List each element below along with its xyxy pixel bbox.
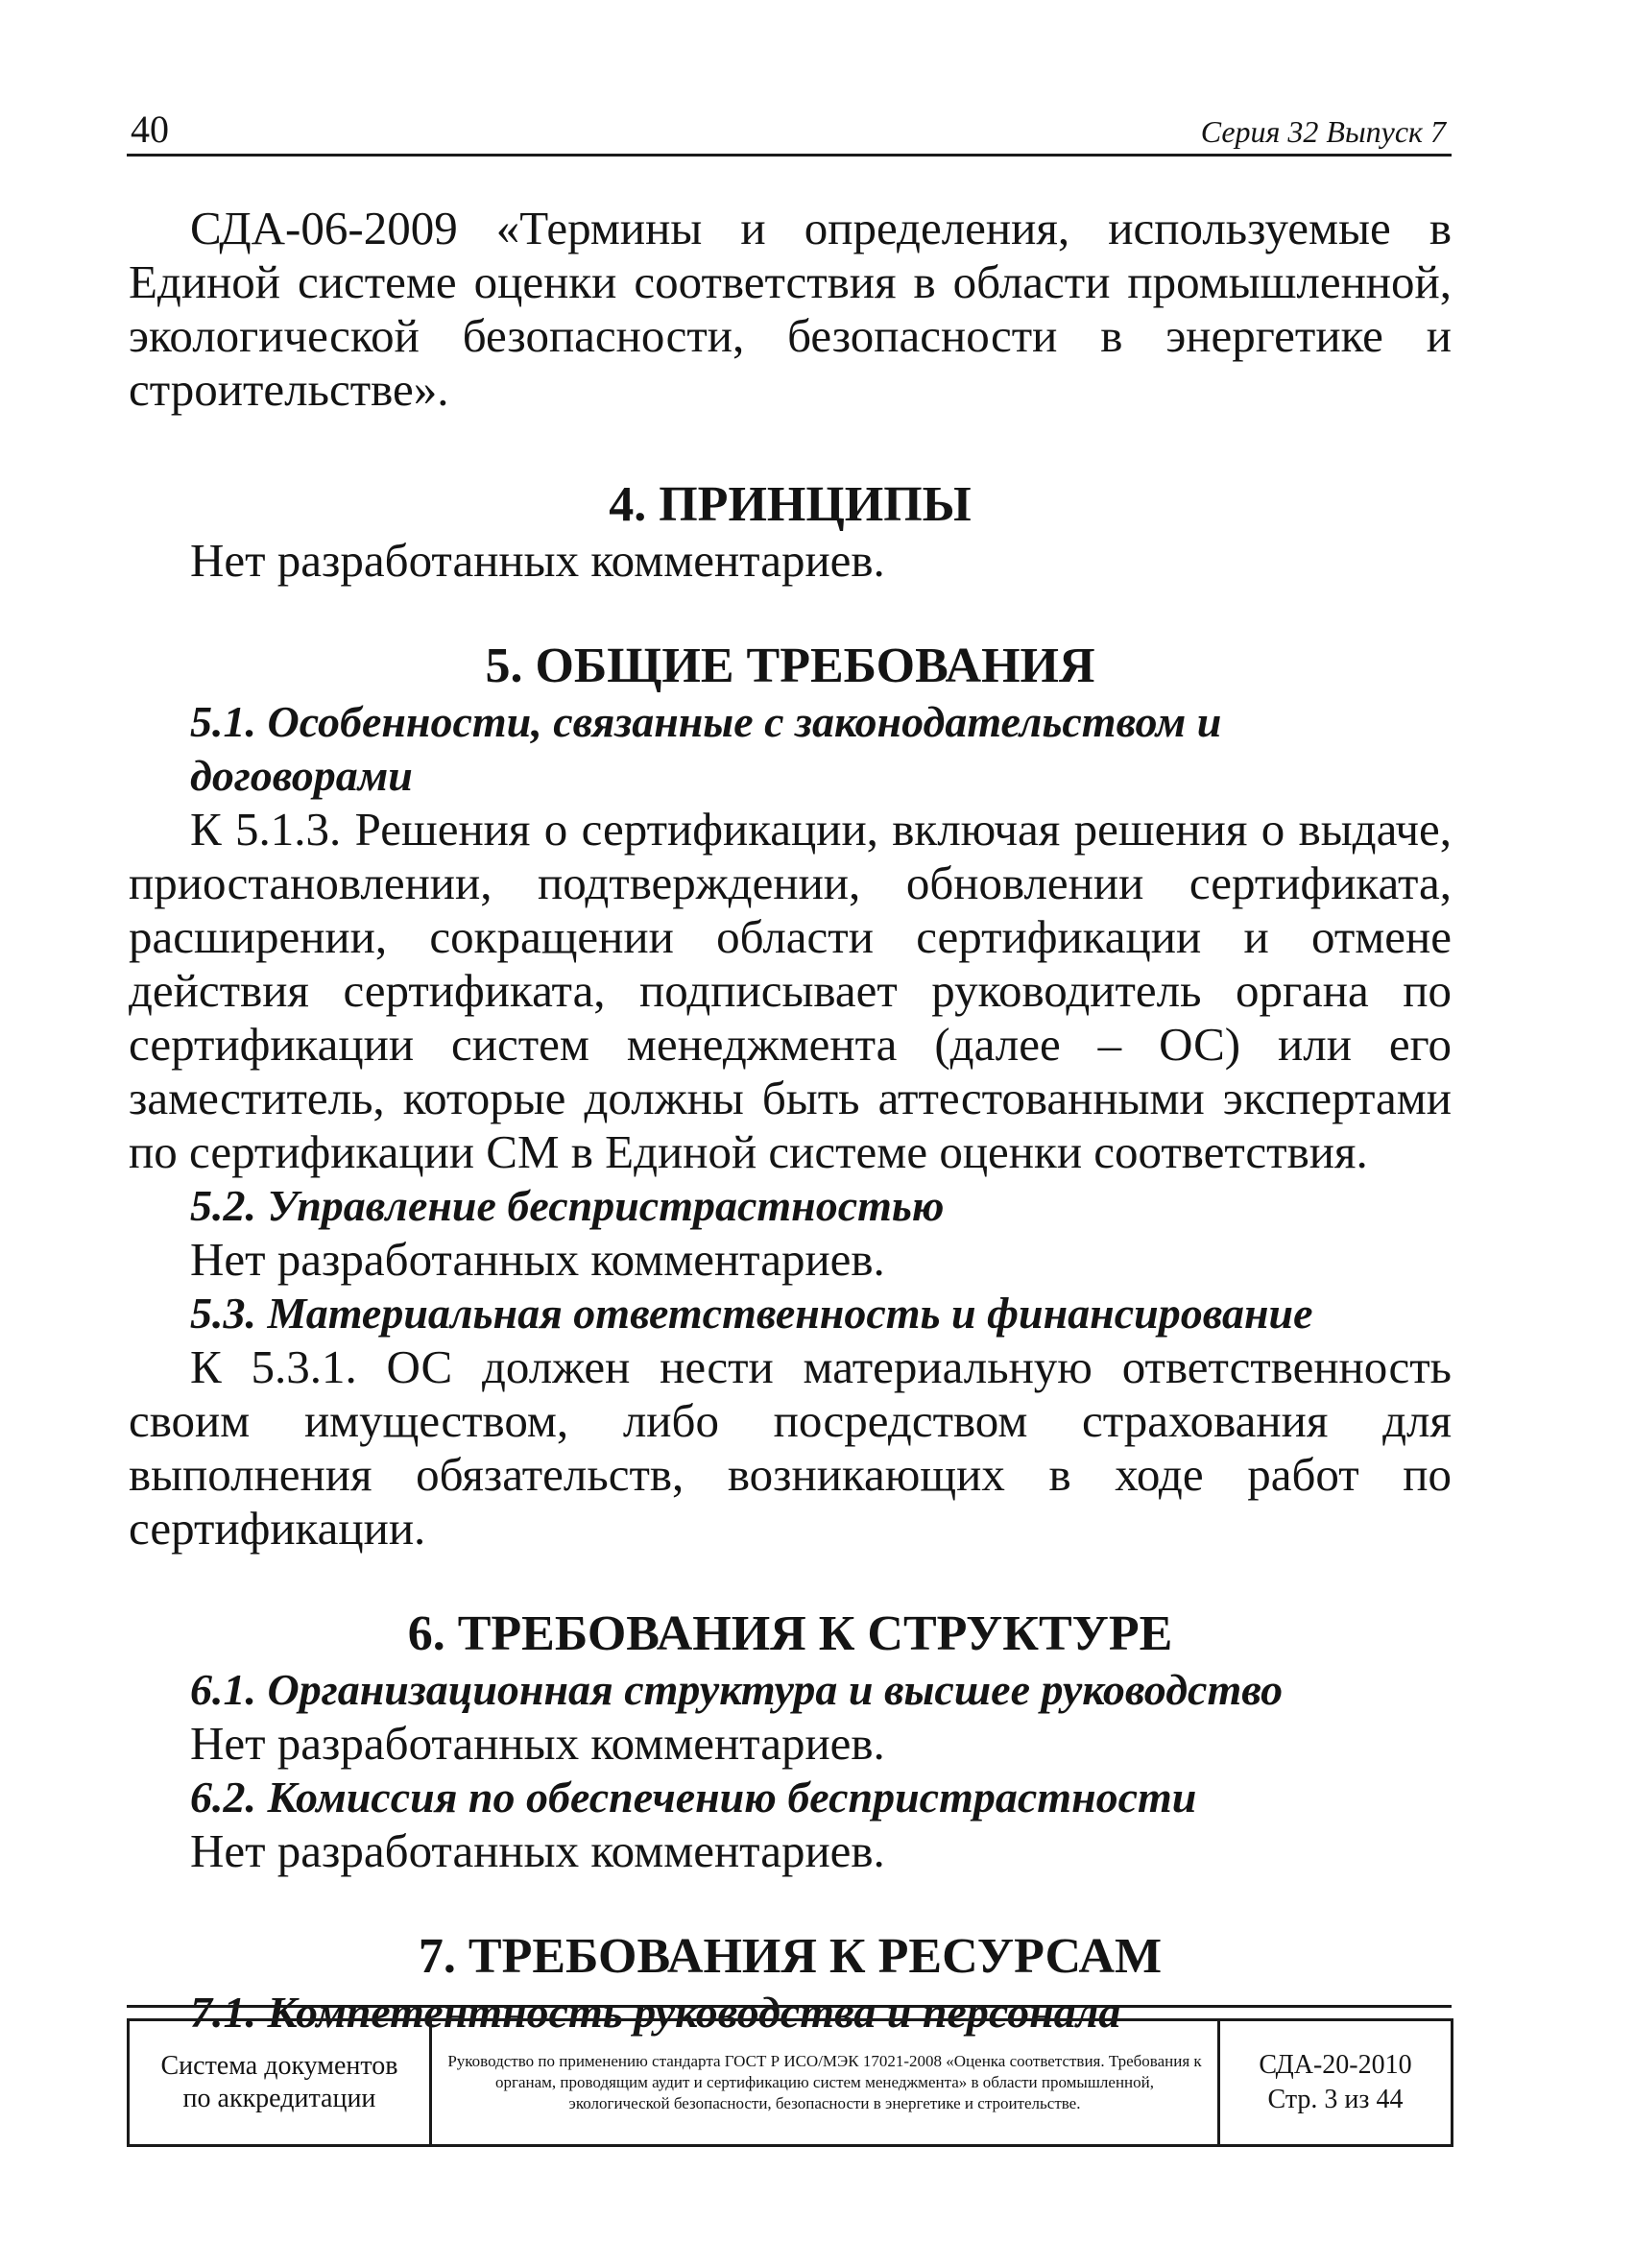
footer-table — [127, 2018, 1453, 2147]
footer-system-line-1: Система документов — [160, 2051, 398, 2081]
footer-doc-code: СДА-20-2010 — [1259, 2050, 1412, 2080]
section-5-heading: 5. ОБЩИЕ ТРЕБОВАНИЯ — [485, 639, 1095, 693]
running-header — [127, 104, 1452, 157]
section-7-heading: 7. ТРЕБОВАНИЯ К РЕСУРСАМ — [418, 1929, 1163, 1984]
section-5-1-text: К 5.1.3. Решения о сертификации, включая решения о выдаче, приостановлении, подтверждении, обновлении сертификата, расширении, сокращении области сертификации и отмене действия сертификата, подписывает руководитель органа по сертификации систем менеджмента (далее – ОС) или его заместитель, которые должны быть аттестованными экспертами по сертификации СМ в Единой системе оценки соответствия. — [129, 803, 1452, 1178]
section-6-1-text: Нет разработанных комментариев. — [190, 1717, 885, 1770]
text-column — [129, 202, 1452, 2039]
intro-paragraph: СДА-06-2009 «Термины и определения, используемые в Единой системе оценки соответствия в области промышленной, экологической безопасности, безопасности в энергетике и строительстве». — [129, 202, 1452, 416]
section-6-2-heading: 6.2. Комиссия по обеспечению беспристрастности — [190, 1773, 1197, 1822]
footer-system-line-2: по аккредитации — [182, 2084, 376, 2113]
footer-system-cell — [130, 2021, 432, 2144]
section-4-text: Нет разработанных комментариев. — [190, 534, 885, 587]
section-7-1-heading: 7.1. Компетентность руководства и персонала — [190, 1988, 1121, 2037]
footer-page-info: Стр. 3 из 44 — [1267, 2085, 1404, 2114]
section-4-heading: 4. ПРИНЦИПЫ — [609, 477, 972, 532]
section-5-2-heading: 5.2. Управление беспристрастностью — [190, 1181, 945, 1230]
footer-divider — [127, 2005, 1452, 2008]
series-label: Серия 32 Выпуск 7 — [1200, 114, 1446, 149]
section-6-2-text: Нет разработанных комментариев. — [190, 1824, 885, 1877]
section-6-1-heading: 6.1. Организационная структура и высшее руководство — [190, 1665, 1284, 1714]
section-5-2-text: Нет разработанных комментариев. — [190, 1233, 885, 1286]
footer-document-title: Руководство по применению стандарта ГОСТ Р ИСО/МЭК 17021-2008 «Оценка соответствия. Требования к органам, проводящим аудит и сертификацию систем менеджмента» в области промышленной, экологической безопасности, безопасности в энергетике и строительстве. — [432, 2021, 1220, 2144]
section-5-1-heading: 5.1. Особенности, связанные с законодательством и договорами — [190, 697, 1222, 800]
section-6-heading: 6. ТРЕБОВАНИЯ К СТРУКТУРЕ — [407, 1606, 1173, 1661]
section-5-3-text: К 5.3.1. ОС должен нести материальную ответственность своим имуществом, либо посредством страхования для выполнения обязательств, возникающих в ходе работ по сертификации. — [129, 1340, 1452, 1555]
footer-code-cell — [1220, 2021, 1451, 2144]
page-number: 40 — [131, 108, 169, 151]
section-5-3-heading: 5.3. Материальная ответственность и финансирование — [190, 1289, 1313, 1338]
